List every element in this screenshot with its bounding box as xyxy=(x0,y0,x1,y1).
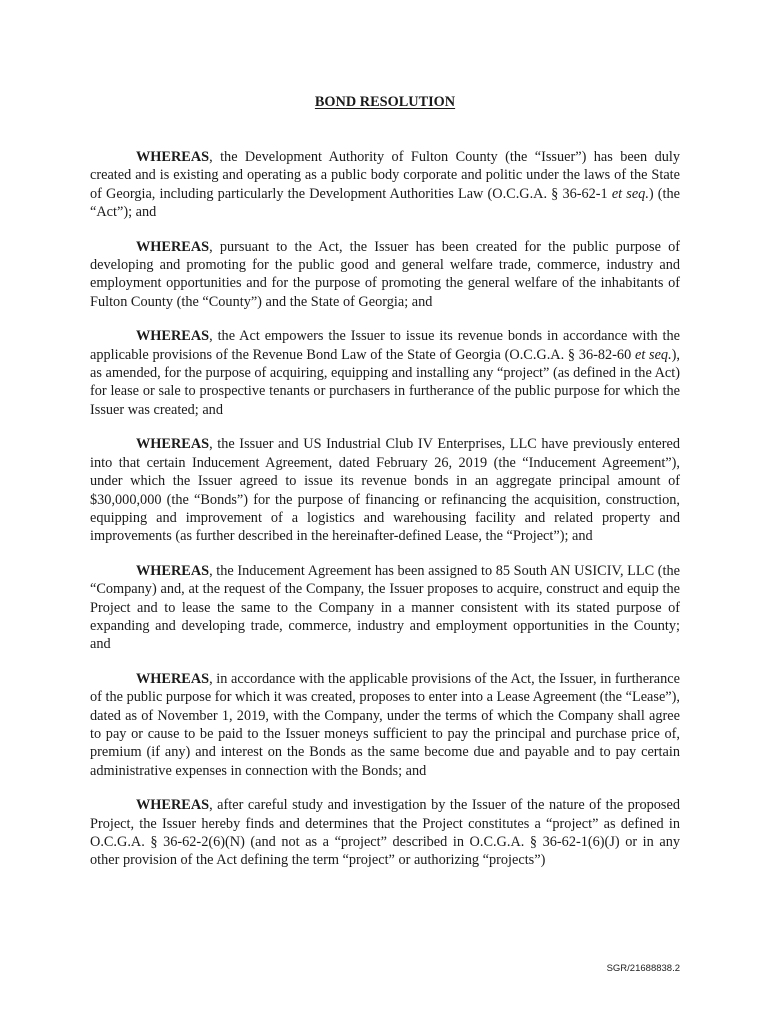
whereas-paragraph-3 xyxy=(90,327,680,419)
whereas-paragraph-4 xyxy=(90,435,680,545)
whereas-lead: WHEREAS xyxy=(136,238,210,255)
paragraph-text: , after careful study and investigation by the Issuer of the nature of the proposed Project, the Issuer hereby finds and determines that the Project constitutes a “project” as defined in O.C.G.A. § 36-62-2(6)(N) (and not as a “project” described in O.C.G.A. § 36-62-1(6)(J) or in any other provision of the Act defining the term “project” or authorizing “projects”) xyxy=(90,797,680,869)
paragraph-text: ) (the “Act”); and xyxy=(90,185,681,221)
paragraph-text: ), as amended, for the purpose of acquiring, equipping and installing any “project” (as defined in the Act) for lease or sale to prospective tenants or purchasers in furtherance of the public purpose for which the Issuer was created; and xyxy=(90,346,681,418)
whereas-lead: WHEREAS xyxy=(136,797,210,814)
whereas-paragraph-5 xyxy=(90,562,680,654)
italic-text: et seq. xyxy=(611,185,649,202)
paragraph-text: , in accordance with the applicable provisions of the Act, the Issuer, in furtherance of the public purpose for which it was created, proposes to enter into a Lease Agreement (the “Lease”), dated as of November 1, 2019, with the Company, under the terms of which the Company shall agree to pay or cause to be paid to the Issuer moneys sufficient to pay the principal and purchase price of, premium (if any) and interest on the Bonds as the same become due and payable and to pay certain administrative expenses in connection with the Bonds; and xyxy=(90,670,680,779)
document-body xyxy=(90,148,680,886)
whereas-paragraph-2 xyxy=(90,238,680,312)
whereas-lead: WHEREAS xyxy=(136,562,210,579)
document-footer-id: SGR/21688838.2 xyxy=(606,963,680,974)
whereas-lead: WHEREAS xyxy=(136,670,210,687)
whereas-paragraph-6 xyxy=(90,670,680,780)
page-title: BOND RESOLUTION xyxy=(314,94,456,110)
paragraph-text: , the Inducement Agreement has been assigned to 85 South AN USICIV, LLC (the “Company) and, at the request of the Company, the Issuer proposes to acquire, construct and equip the Project and to lease the same to the Company in a manner consistent with its stated purpose of expanding and developing trade, commerce, industry and employment opportunities in the County; and xyxy=(90,562,680,653)
paragraph-text: , the Act empowers the Issuer to issue its revenue bonds in accordance with the applicable provisions of the Revenue Bond Law of the State of Georgia (O.C.G.A. § 36-82-60 xyxy=(90,328,680,363)
whereas-paragraph-7 xyxy=(90,796,680,870)
whereas-lead: WHEREAS xyxy=(136,436,210,453)
whereas-lead: WHEREAS xyxy=(136,149,210,165)
paragraph-text: , the Development Authority of Fulton County (the “Issuer”) has been duly created and is existing and operating as a public body corporate and politic under the laws of the State of Georgia, including particularly the Development Authorities Law (O.C.G.A. § 36-62-1 xyxy=(90,149,680,202)
whereas-paragraph-1 xyxy=(90,148,680,222)
paragraph-text: , pursuant to the Act, the Issuer has been created for the public purpose of developing and promoting for the public good and general welfare trade, commerce, industry and employment opportunities and for the purpose of promoting the general welfare of the inhabitants of Fulton County (the “County”) and the State of Georgia; and xyxy=(90,238,680,310)
italic-text: et seq. xyxy=(634,346,672,363)
whereas-lead: WHEREAS xyxy=(136,328,210,345)
paragraph-text: , the Issuer and US Industrial Club IV Enterprises, LLC have previously entered into that certain Inducement Agreement, dated February 26, 2019 (the “Inducement Agreement”), under which the Issuer agreed to issue its revenue bonds in an aggregate principal amount of $30,000,000 (the “Bonds”) for the purpose of financing or refinancing the acquisition, construction, equipping and improvement of a logistics and warehousing facility and related property and improvements (as further described in the hereinafter-defined Lease, the “Project”); and xyxy=(90,436,680,545)
